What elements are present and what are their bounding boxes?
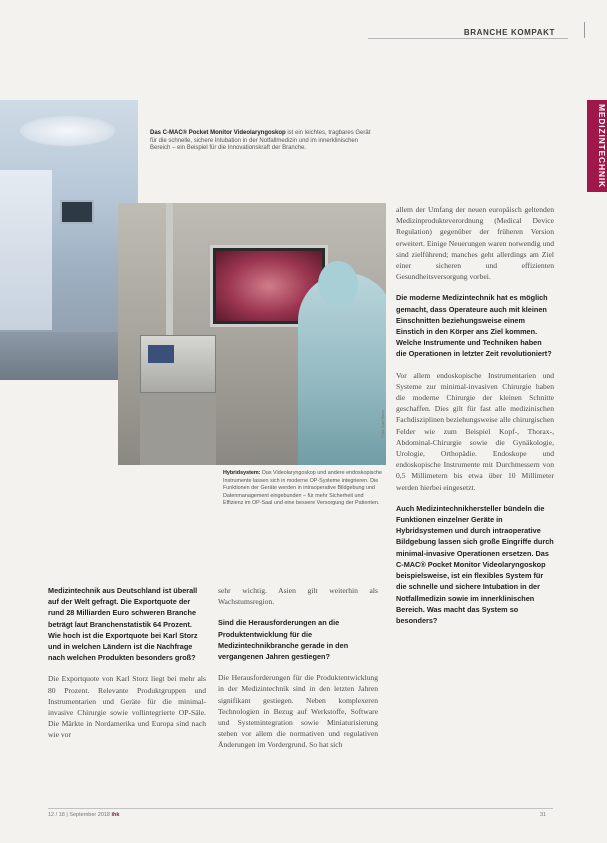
interview-answer: Vor allem endoskopische Instrumentarien und Systeme zur minimal-invasiven Chirurgie haben die moderne Chirurgie der kleinen Schnitte geschaffen. Dies gilt für fast alle medizinischen Fachdisziplinen beziehungsweise alle chirurgischen Felder wie zum Beispiel Kopf-, Thorax-, Abdominal-Chirurgie sowie die Gynäkologie, Urologie, Orthopädie. Endoskope und endoskopische Instrumente mit Durchmessern von 0,5 Millimetern bis etwa über 10 Millimeter werden hierbei eingesetzt. <box>396 370 554 492</box>
article-column-2 <box>218 585 378 761</box>
side-tab-label: MEDIZINTECHNIK <box>597 104 607 188</box>
interview-answer: allem der Umfang der neuen europäisch geltenden Medizinprodukteverordnung (Medical Device Regulation) gegenüber der früheren Version erweitert. Einige Neuerungen waren notwendig und sind zielführend; manches geht allerdings am Ziel einer sicheren und effizienten Gesundheitsversorgung vorbei. <box>396 205 554 282</box>
wall-monitor <box>60 200 94 224</box>
interview-answer: Die Herausforderungen für die Produktentwicklung in der Medizintechnik sind in den letzten Jahren signifikant gestiegen. Neben komplexeren Technologien in Bezug auf Werkstoffe, Software und Systemintegration sowie Miniaturisierung stehen vor allem die normativen und regulativen Änderungen im Vordergrund. So hat sich <box>218 673 378 750</box>
caption-mid-text: Das Videolaryngoskop und andere endoskopische Instrumente lassen sich in moderne OP-Systeme integrieren. Die Funktionen der Geräte werden in intraoperative Bildgebung und Datenmanagement eingebunden – für mehr Sicherheit und Effizienz im OP-Saal und eine bessere Versorgung der Patienten. <box>223 470 383 506</box>
surgical-lamp <box>20 116 115 146</box>
footer-issue: 12 / 18 | September 2018 ihk <box>48 812 120 818</box>
caption-top-title: Das C-MAC® Pocket Monitor Videolaryngoskop <box>150 130 286 136</box>
hybrid-system-photo <box>118 203 386 465</box>
article-column-1 <box>48 585 206 751</box>
interview-answer: sehr wichtig. Asien gilt weiterhin als Wachstumsregion. <box>218 586 378 607</box>
page-number: 31 <box>540 812 547 818</box>
ceiling-arm <box>166 203 173 343</box>
photo-credit: Foto: Karl Storz <box>380 410 385 438</box>
photo-caption-top <box>150 130 376 153</box>
header-divider <box>584 22 585 38</box>
caption-top-text: ist ein leichtes, tragbares Gerät für die schnelle, sichere Intubation in der Notfallmedizin und im innerklinischen Bereich – ein Beispiel für die Innovationskraft der Branche. <box>150 130 371 152</box>
section-title: BRANCHE KOMPAKT <box>463 28 555 37</box>
interview-question: Sind die Herausforderungen an die Produktentwicklung für die Medizintechnikbranche gerade in den vergangenen Jahren gestiegen? <box>218 618 349 662</box>
interview-question: Auch Medizintechnikhersteller bündeln die Funktionen einzelner Geräte in Hybridsystemen und durch intraoperative Bildgebung lassen sich große Eingriffe durch minimal-invasive Operationen ersetzen. Das C-MAC® Pocket Monitor Videolaryngoskop beispielsweise, ist ein flexibles System für die schnelle und sichere Intubation in der Notfallmedizin sowie im innerklinischen Bereich. Was macht das System so besonders? <box>396 503 554 625</box>
equipment-tower <box>140 335 216 393</box>
interview-answer: Die Exportquote von Karl Storz liegt bei mehr als 80 Prozent. Relevante Produktgruppen und Instrumentarien und Geräte für die minimal-invasive Chirurgie sowie vollintegrierte OP-Säle. Die Märkte in Nordamerika und Europa sind nach wie vor <box>48 674 206 740</box>
caption-mid-title: Hybridsystem: <box>223 470 261 476</box>
interview-question: Medizintechnik aus Deutschland ist überall auf der Welt gefragt. Die Exportquote der rund 28 Milliarden Euro schweren Branche beträgt laut Branchenstatistik 64 Prozent. Wie hoch ist die Exportquote bei Karl Storz und in welchen Ländern ist die Nachfrage nach welchen Produkten besonders groß? <box>48 586 198 663</box>
article-column-3 <box>396 204 554 636</box>
header-rule <box>368 38 568 39</box>
interview-question: Die moderne Medizintechnik hat es möglich gemacht, dass Operateure auch mit kleinen Einschnitten beziehungsweise einem Einstich in den Körper ans Ziel kommen. Welche Instrumente und Techniken haben die Operationen in letzter Zeit revolutioniert? <box>396 293 552 359</box>
photo-caption-mid <box>223 470 385 508</box>
footer-rule <box>48 808 553 809</box>
magazine-brand: ihk <box>111 812 120 818</box>
